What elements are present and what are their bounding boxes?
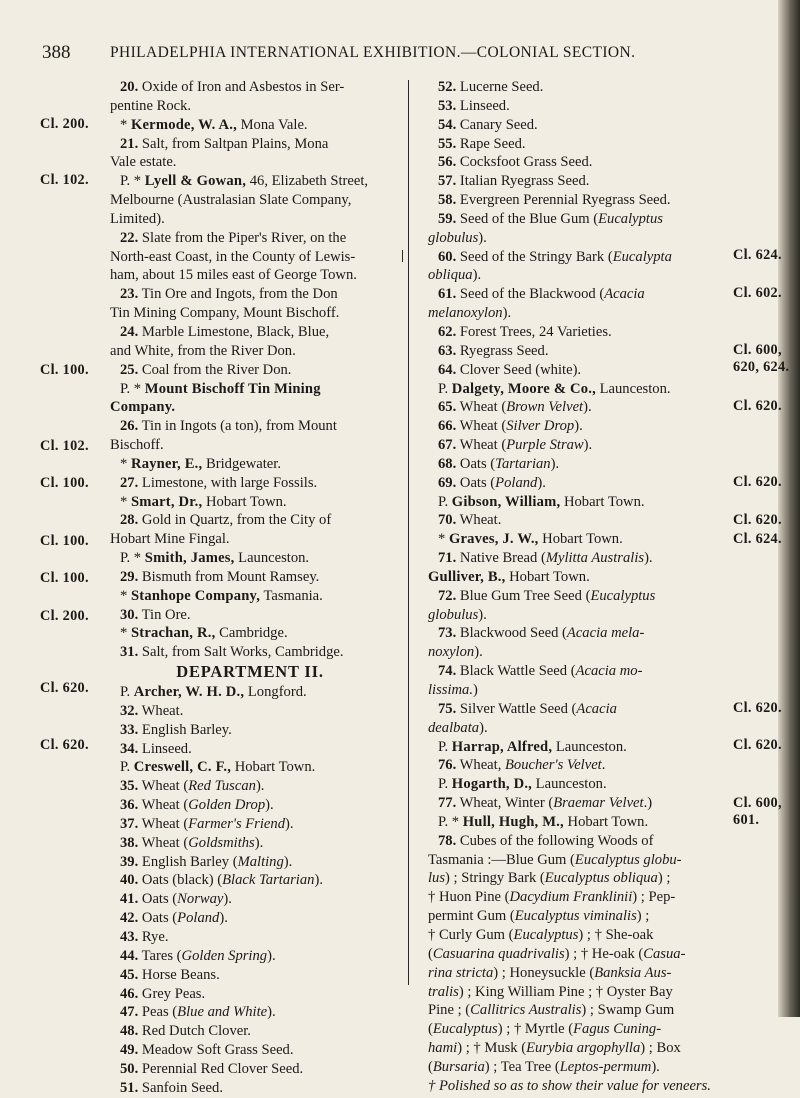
entry-60-cont: obliqua).	[428, 267, 482, 284]
class-label-right: Cl. 600,	[733, 795, 782, 811]
entry-67: 67. Wheat (Purple Straw).	[438, 437, 593, 454]
exhibitor-lyell-gowan-cont: Melbourne (Australasian Slate Company,	[110, 192, 352, 209]
entry-49: 49. Meadow Soft Grass Seed.	[120, 1042, 294, 1059]
entry-77: 77. Wheat, Winter (Braemar Velvet.)	[438, 795, 653, 812]
entry-46: 46. Grey Peas.	[120, 985, 206, 1002]
entry-21-cont: Vale estate.	[110, 154, 177, 171]
entry-36: 36. Wheat (Golden Drop).	[120, 797, 274, 814]
entry-78-cont: lus) ; Stringy Bark (Eucalyptus obliqua) ;	[428, 870, 671, 887]
class-label-right: Cl. 600,	[733, 342, 782, 358]
exhibitor-hogarth: P. Hogarth, D., Launceston.	[438, 776, 607, 793]
exhibitor-dalgety: P. Dalgety, Moore & Co., Launceston.	[438, 380, 671, 397]
entry-22: 22. Slate from the Piper's River, on the	[120, 229, 347, 246]
running-title: PHILADELPHIA INTERNATIONAL EXHIBITION.—COLONIAL SECTION.	[110, 44, 636, 61]
entry-73-cont: noxylon).	[428, 644, 483, 661]
entry-21: 21. Salt, from Saltpan Plains, Mona	[120, 135, 329, 152]
entry-62: 62. Forest Trees, 24 Varieties.	[438, 323, 612, 340]
class-label-left: Cl. 100.	[40, 475, 89, 491]
entry-78-cont: hami) ; † Musk (Eurybia argophylla) ; Box	[428, 1040, 681, 1057]
exhibitor-graves: * Graves, J. W., Hobart Town.	[438, 531, 623, 548]
entry-76: 76. Wheat, Boucher's Velvet.	[438, 757, 606, 774]
entry-66: 66. Wheat (Silver Drop).	[438, 418, 583, 435]
entry-56: 56. Cocksfoot Grass Seed.	[438, 154, 593, 171]
footnote: † Polished so as to show their value for veneers.	[428, 1077, 711, 1094]
class-label-right: 601.	[733, 812, 760, 828]
entry-26: 26. Tin in Ingots (a ton), from Mount	[120, 418, 337, 435]
entry-78-cont: † Huon Pine (Dacydium Franklinii) ; Pep-	[428, 889, 676, 906]
class-label-left: Cl. 100.	[40, 570, 89, 586]
entry-38: 38. Wheat (Goldsmiths).	[120, 834, 264, 851]
entry-23-cont: Tin Mining Company, Mount Bischoff.	[110, 305, 340, 322]
entry-75: 75. Silver Wattle Seed (Acacia	[438, 700, 617, 717]
entry-55: 55. Rape Seed.	[438, 135, 526, 152]
entry-72: 72. Blue Gum Tree Seed (Eucalyptus	[438, 587, 656, 604]
entry-69: 69. Oats (Poland).	[438, 474, 546, 491]
exhibitor-smart: * Smart, Dr., Hobart Town.	[120, 493, 287, 510]
entry-27: 27. Limestone, with large Fossils.	[120, 474, 318, 491]
class-label-right: Cl. 620.	[733, 512, 782, 528]
entry-39: 39. English Barley (Malting).	[120, 853, 293, 870]
entry-22-cont: ham, about 15 miles east of George Town.	[110, 267, 357, 284]
class-label-left: Cl. 102.	[40, 172, 89, 188]
entry-61: 61. Seed of the Blackwood (Acacia	[438, 286, 645, 303]
entry-26-cont: Bischoff.	[110, 437, 164, 454]
page-header	[0, 42, 780, 66]
entry-75-cont: dealbata).	[428, 719, 488, 736]
entry-31: 31. Salt, from Salt Works, Cambridge.	[120, 644, 344, 661]
entry-74: 74. Black Wattle Seed (Acacia mo-	[438, 663, 643, 680]
class-label-left: Cl. 620.	[40, 737, 89, 753]
entry-20-cont: pentine Rock.	[110, 97, 192, 114]
page-number: 388	[42, 42, 71, 63]
class-label-left: Cl. 102.	[40, 438, 89, 454]
entry-59-cont: globulus).	[428, 229, 487, 246]
exhibitor-lyell-gowan: P. * Lyell & Gowan, 46, Elizabeth Street,	[120, 173, 369, 190]
entry-59: 59. Seed of the Blue Gum (Eucalyptus	[438, 210, 663, 227]
entry-40: 40. Oats (black) (Black Tartarian).	[120, 872, 323, 889]
entry-50: 50. Perennial Red Clover Seed.	[120, 1060, 304, 1077]
class-label-left: Cl. 100.	[40, 533, 89, 549]
exhibitor-stanhope: * Stanhope Company, Tasmania.	[120, 587, 323, 604]
right-column	[428, 78, 724, 1096]
entry-74-cont: lissima.)	[428, 682, 478, 698]
exhibitor-smith: P. * Smith, James, Launceston.	[120, 550, 310, 567]
entry-71: 71. Native Bread (Mylitta Australis).	[438, 550, 653, 567]
exhibitor-strachan: * Strachan, R., Cambridge.	[120, 625, 288, 642]
entry-28: 28. Gold in Quartz, from the City of	[120, 512, 332, 529]
class-label-left: Cl. 200.	[40, 116, 89, 132]
exhibitor-harrap: P. Harrap, Alfred, Launceston.	[438, 738, 627, 755]
entry-68: 68. Oats (Tartarian).	[438, 455, 560, 472]
entry-24-cont: and White, from the River Don.	[110, 342, 296, 359]
class-label-right: 620, 624.	[733, 359, 790, 375]
exhibitor-creswell: P. Creswell, C. F., Hobart Town.	[120, 759, 316, 776]
entry-29: 29. Bismuth from Mount Ramsey.	[120, 568, 320, 585]
entry-41: 41. Oats (Norway).	[120, 891, 232, 908]
exhibitor-rayner: * Rayner, E., Bridgewater.	[120, 455, 281, 472]
entry-23: 23. Tin Ore and Ingots, from the Don	[120, 286, 338, 303]
entry-37: 37. Wheat (Farmer's Friend).	[120, 815, 294, 832]
entry-42: 42. Oats (Poland).	[120, 910, 228, 927]
entry-78-cont: † Curly Gum (Eucalyptus) ; † She-oak	[428, 926, 654, 943]
entry-44: 44. Tares (Golden Spring).	[120, 947, 276, 964]
entry-78-cont: (Eucalyptus) ; † Myrtle (Fagus Cuning-	[428, 1021, 662, 1038]
entry-65: 65. Wheat (Brown Velvet).	[438, 399, 592, 416]
entry-72-cont: globulus).	[428, 606, 487, 623]
entry-20: 20. Oxide of Iron and Asbestos in Ser-	[120, 79, 345, 95]
entry-22-cont: North-east Coast, in the County of Lewis-	[110, 248, 356, 265]
entry-61-cont: melanoxylon).	[428, 305, 512, 322]
class-label-right: Cl. 620.	[733, 700, 782, 716]
class-label-right: Cl. 620.	[733, 474, 782, 490]
entry-78-cont: (Casuarina quadrivalis) ; † He-oak (Casua-	[428, 945, 686, 962]
entry-70: 70. Wheat.	[438, 512, 502, 529]
class-label-right: Cl. 624.	[733, 247, 782, 263]
entry-33: 33. English Barley.	[120, 721, 232, 738]
entry-54: 54. Canary Seed.	[438, 116, 538, 133]
class-label-right: Cl. 620.	[733, 737, 782, 753]
exhibitor-archer: P. Archer, W. H. D., Longford.	[120, 684, 307, 700]
entry-78-cont: (Bursaria) ; Tea Tree (Leptos-permum).	[428, 1058, 660, 1075]
exhibitor-lyell-gowan-cont: Limited).	[110, 210, 165, 227]
exhibitor-hull: P. * Hull, Hugh, M., Hobart Town.	[438, 813, 649, 830]
department-heading: DEPARTMENT II.	[176, 662, 324, 682]
class-label-left: Cl. 200.	[40, 608, 89, 624]
entry-78-cont: permint Gum (Eucalyptus viminalis) ;	[428, 908, 650, 925]
entry-35: 35. Wheat (Red Tuscan).	[120, 778, 265, 795]
exhibitor-mount-bischoff-cont: Company.	[110, 399, 176, 416]
entry-64: 64. Clover Seed (white).	[438, 361, 582, 378]
entry-24: 24. Marble Limestone, Black, Blue,	[120, 323, 330, 340]
left-column	[110, 78, 390, 1098]
entry-63: 63. Ryegrass Seed.	[438, 342, 549, 359]
column-rule	[408, 80, 409, 985]
entry-78-cont: tralis) ; King William Pine ; † Oyster Bay	[428, 983, 673, 1000]
entry-51: 51. Sanfoin Seed.	[120, 1079, 223, 1096]
exhibitor-kermode: * Kermode, W. A., Mona Vale.	[120, 116, 308, 133]
entry-28-cont: Hobart Mine Fingal.	[110, 531, 230, 548]
exhibitor-mount-bischoff: P. * Mount Bischoff Tin Mining	[120, 380, 321, 397]
column-rule-tick	[402, 250, 403, 262]
exhibitor-gibson: P. Gibson, William, Hobart Town.	[438, 493, 645, 510]
class-label-right: Cl. 602.	[733, 285, 782, 301]
class-label-left: Cl. 620.	[40, 680, 89, 696]
entry-53: 53. Linseed.	[438, 97, 510, 114]
class-label-left: Cl. 100.	[40, 362, 89, 378]
entry-58: 58. Evergreen Perennial Ryegrass Seed.	[438, 192, 671, 209]
entry-43: 43. Rye.	[120, 928, 169, 945]
entry-25: 25. Coal from the River Don.	[120, 361, 292, 378]
book-spine-edge	[778, 0, 800, 1017]
class-label-right: Cl. 620.	[733, 398, 782, 414]
entry-78: 78. Cubes of the following Woods of	[438, 832, 654, 849]
entry-47: 47. Peas (Blue and White).	[120, 1004, 276, 1021]
entry-32: 32. Wheat.	[120, 702, 184, 719]
entry-60: 60. Seed of the Stringy Bark (Eucalypta	[438, 248, 672, 265]
class-label-right: Cl. 624.	[733, 531, 782, 547]
entry-52: 52. Lucerne Seed.	[438, 79, 544, 95]
entry-45: 45. Horse Beans.	[120, 966, 220, 983]
entry-73: 73. Blackwood Seed (Acacia mela-	[438, 625, 645, 642]
entry-48: 48. Red Dutch Clover.	[120, 1023, 251, 1040]
entry-78-cont: Tasmania :—Blue Gum (Eucalyptus globu-	[428, 851, 682, 868]
entry-78-cont: rina stricta) ; Honeysuckle (Banksia Aus-	[428, 964, 672, 981]
entry-30: 30. Tin Ore.	[120, 606, 191, 623]
entry-57: 57. Italian Ryegrass Seed.	[438, 173, 590, 190]
exhibitor-gulliver: Gulliver, B., Hobart Town.	[428, 568, 590, 585]
entry-78-cont: Pine ; (Callitrics Australis) ; Swamp Gum	[428, 1002, 675, 1019]
entry-34: 34. Linseed.	[120, 740, 192, 757]
